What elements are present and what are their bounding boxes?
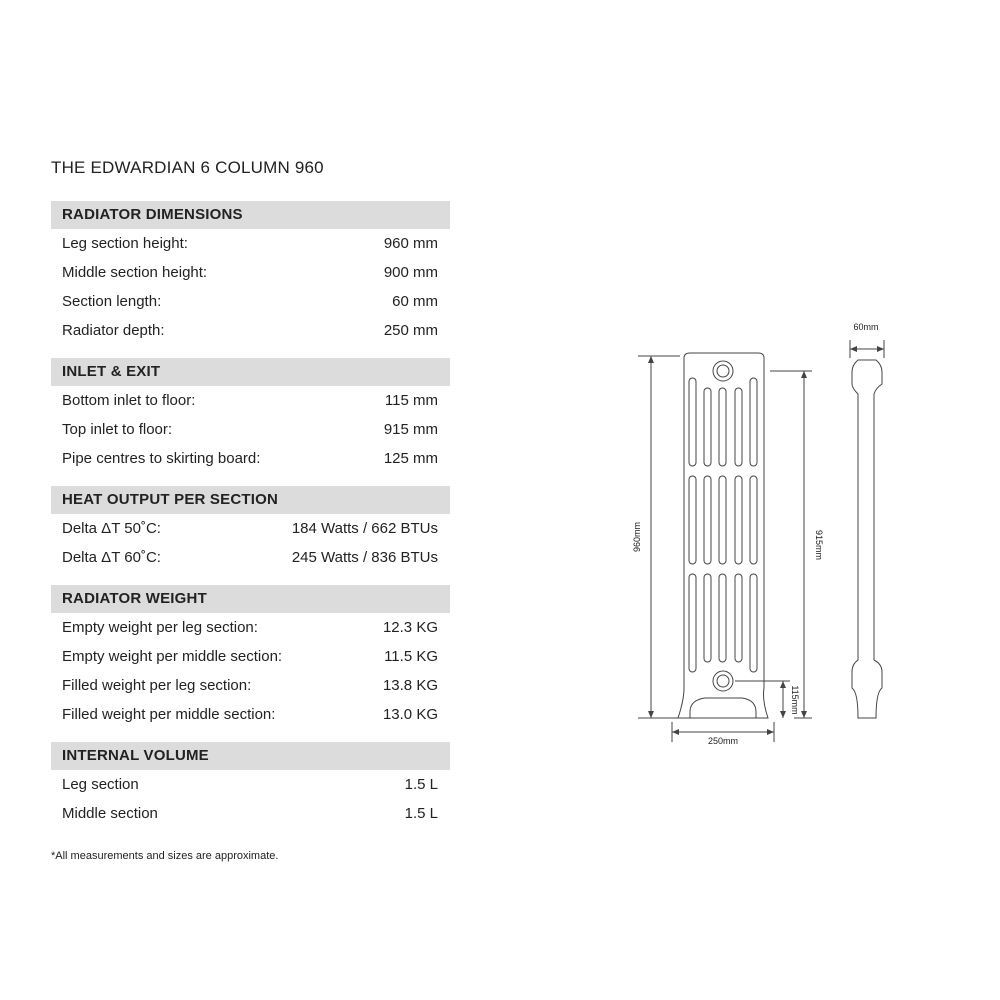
radiator-technical-drawing xyxy=(620,310,900,750)
spec-label: Delta ΔT 50˚C: xyxy=(62,520,161,537)
section-gap xyxy=(51,345,450,358)
spec-label: Bottom inlet to floor: xyxy=(62,392,196,409)
section-gap xyxy=(51,572,450,585)
spec-label: Leg section xyxy=(62,776,139,793)
spec-value: 13.0 KG xyxy=(382,706,438,723)
radiator-foot-arch xyxy=(690,698,756,718)
spec-row xyxy=(51,642,450,671)
footnote: *All measurements and sizes are approximate. xyxy=(51,850,279,862)
spec-value: 1.5 L xyxy=(404,776,438,793)
bottom-inlet-label: 115mm xyxy=(790,685,800,715)
top-inlet-icon xyxy=(713,361,733,381)
section-header-heat-output: HEAT OUTPUT PER SECTION xyxy=(51,486,450,514)
section-header-inlet-exit: INLET & EXIT xyxy=(51,358,450,386)
spec-label: Filled weight per middle section: xyxy=(62,706,276,723)
spec-row xyxy=(51,514,450,543)
spec-row xyxy=(51,287,450,316)
page-title: THE EDWARDIAN 6 COLUMN 960 xyxy=(51,158,324,177)
spec-row xyxy=(51,415,450,444)
spec-value: 115 mm xyxy=(384,392,438,409)
spec-row xyxy=(51,543,450,572)
spec-row xyxy=(51,700,450,729)
spec-label: Delta ΔT 60˚C: xyxy=(62,549,161,566)
section-gap xyxy=(51,473,450,486)
spec-value: 250 mm xyxy=(383,322,438,339)
spec-label: Pipe centres to skirting board: xyxy=(62,450,261,467)
section-length-label: 60mm xyxy=(853,322,879,332)
spec-label: Section length: xyxy=(62,293,162,310)
spec-label: Radiator depth: xyxy=(62,322,165,339)
section-header-radiator-weight: RADIATOR WEIGHT xyxy=(51,585,450,613)
spec-label: Empty weight per leg section: xyxy=(62,619,258,636)
spec-row xyxy=(51,258,450,287)
radiator-columns xyxy=(689,378,757,672)
spec-row xyxy=(51,671,450,700)
spec-table xyxy=(51,201,450,828)
spec-row xyxy=(51,386,450,415)
spec-value: 60 mm xyxy=(392,293,438,310)
spec-label: Filled weight per leg section: xyxy=(62,677,252,694)
spec-row xyxy=(51,799,450,828)
radiator-side-view xyxy=(852,360,882,718)
spec-label: Leg section height: xyxy=(62,235,188,252)
spec-value: 11.5 KG xyxy=(384,648,438,665)
spec-label: Middle section height: xyxy=(62,264,208,281)
spec-value: 900 mm xyxy=(383,264,438,281)
spec-row xyxy=(51,444,450,473)
spec-row xyxy=(51,229,450,258)
section-header-internal-volume: INTERNAL VOLUME xyxy=(51,742,450,770)
spec-row xyxy=(51,770,450,799)
top-inlet-label: 915mm xyxy=(814,529,824,561)
spec-value: 245 Watts / 836 BTUs xyxy=(291,549,438,566)
spec-value: 13.8 KG xyxy=(382,677,438,694)
spec-row xyxy=(51,613,450,642)
section-header-radiator-dimensions: RADIATOR DIMENSIONS xyxy=(51,201,450,229)
section-gap xyxy=(51,729,450,742)
height-label: 960mm xyxy=(632,521,642,553)
spec-value: 125 mm xyxy=(383,450,438,467)
bottom-inlet-icon xyxy=(713,671,733,691)
depth-label: 250mm xyxy=(707,736,739,746)
spec-value: 1.5 L xyxy=(404,805,438,822)
spec-value: 184 Watts / 662 BTUs xyxy=(291,520,438,537)
spec-label: Top inlet to floor: xyxy=(62,421,173,438)
spec-label: Middle section xyxy=(62,805,158,822)
spec-value: 12.3 KG xyxy=(382,619,438,636)
radiator-front-outline xyxy=(678,353,768,718)
spec-value: 915 mm xyxy=(383,421,438,438)
spec-row xyxy=(51,316,450,345)
spec-label: Empty weight per middle section: xyxy=(62,648,283,665)
spec-value: 960 mm xyxy=(383,235,438,252)
